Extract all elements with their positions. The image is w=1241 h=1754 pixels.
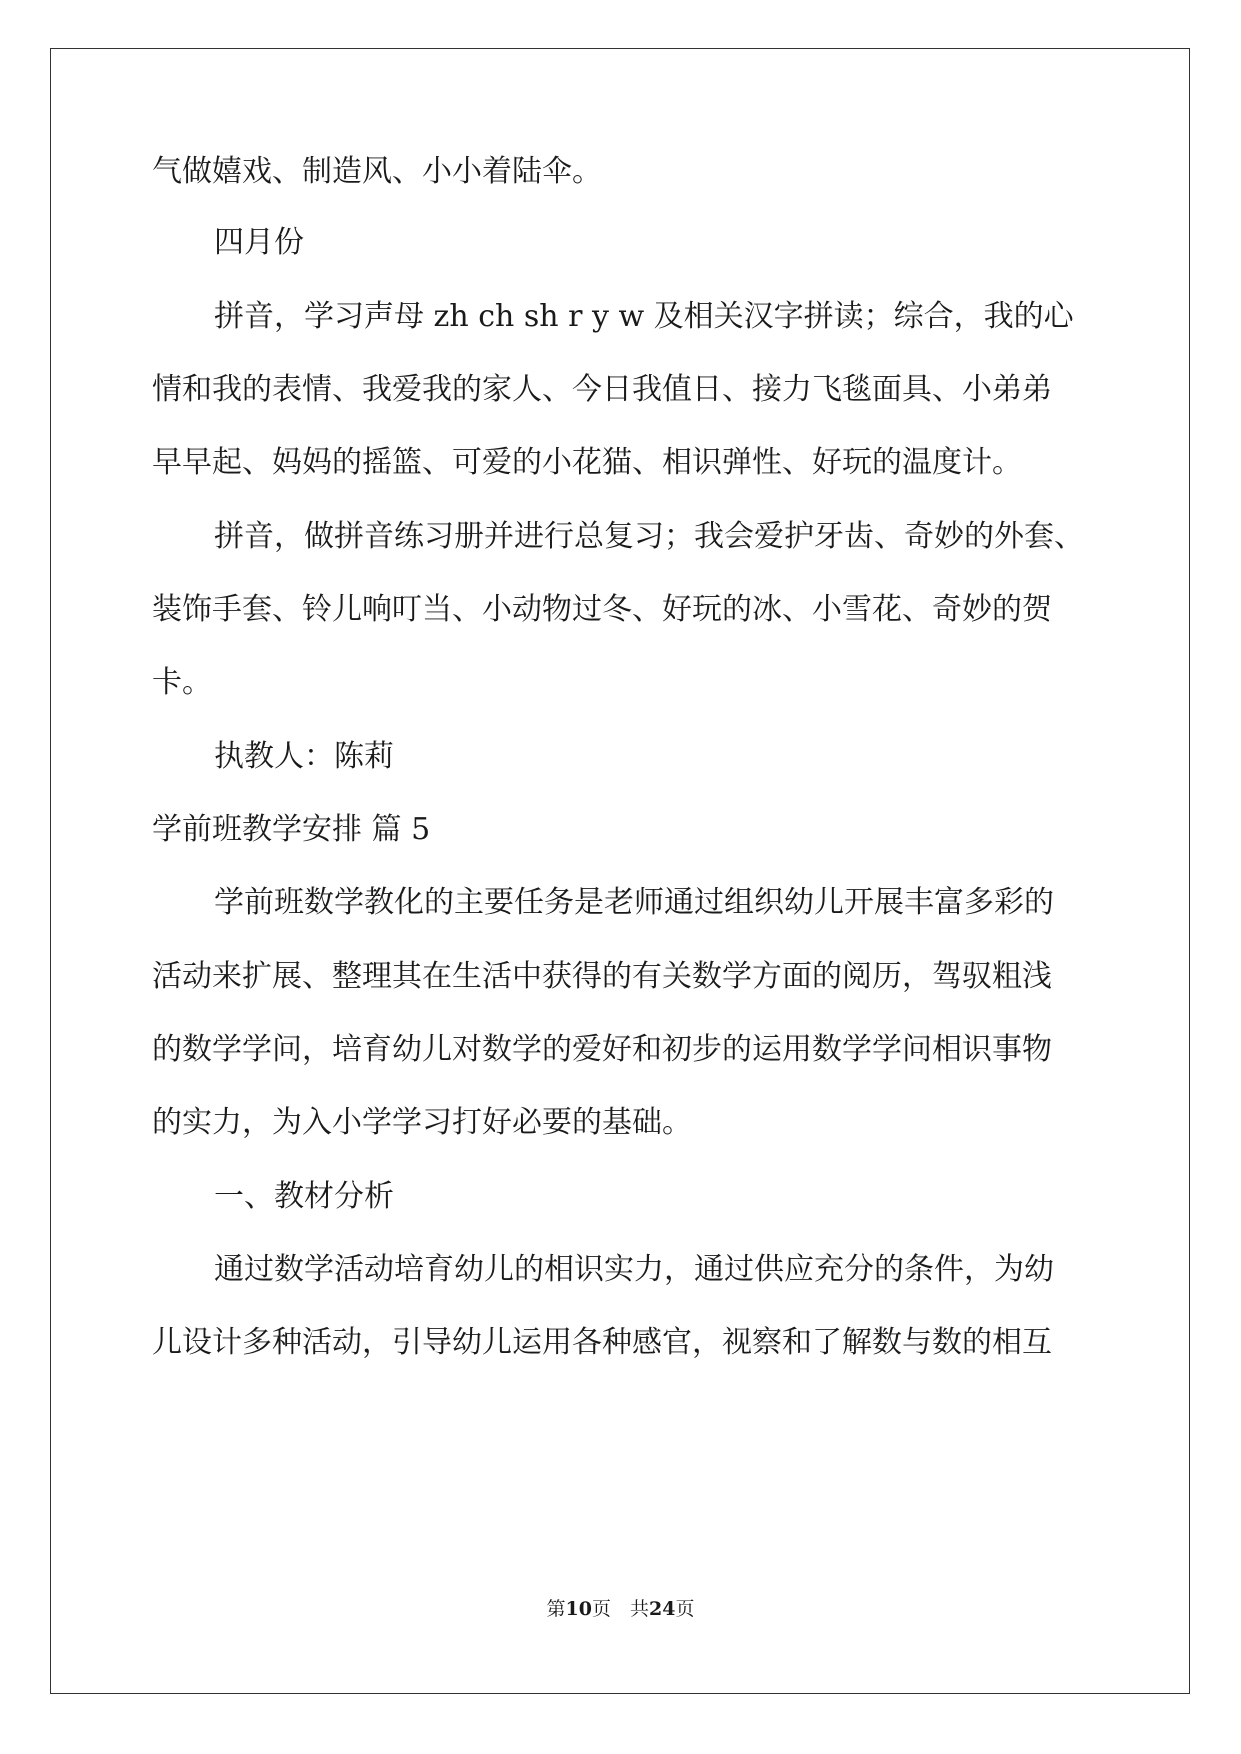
text-line: 气做嬉戏、制造风、小小着陆伞。 xyxy=(152,154,602,189)
text-line: 儿设计多种活动，引导幼儿运用各种感官，视察和了解数与数的相互 xyxy=(152,1325,1052,1360)
text-line: 情和我的表情、我爱我的家人、今日我值日、接力飞毯面具、小弟弟 xyxy=(152,372,1052,407)
text-line: 的数学学问，培育幼儿对数学的爱好和初步的运用数学学问相识事物 xyxy=(152,1032,1052,1067)
text-line: 拼音，学习声母 zh ch sh r y w 及相关汉字拼读；综合，我的心 xyxy=(214,299,1074,334)
section-month-heading: 四月份 xyxy=(214,225,304,260)
subsection-heading: 一、教材分析 xyxy=(214,1179,394,1214)
section-title: 学前班教学安排 篇 5 xyxy=(152,812,431,847)
total-pages-number: 24 xyxy=(649,1598,676,1620)
text-line: 卡。 xyxy=(152,665,212,700)
text-line: 通过数学活动培育幼儿的相识实力，通过供应充分的条件，为幼 xyxy=(214,1252,1054,1287)
footer-prefix: 第 xyxy=(546,1598,566,1620)
text-line: 的实力，为入小学学习打好必要的基础。 xyxy=(152,1105,692,1140)
page-border xyxy=(50,48,1190,1694)
teacher-line: 执教人：陈莉 xyxy=(214,739,394,774)
page-footer xyxy=(0,1597,1241,1621)
text-line: 装饰手套、铃儿响叮当、小动物过冬、好玩的冰、小雪花、奇妙的贺 xyxy=(152,592,1052,627)
current-page-number: 10 xyxy=(565,1598,592,1620)
text-line: 拼音，做拼音练习册并进行总复习；我会爱护牙齿、奇妙的外套、 xyxy=(214,519,1084,554)
text-line: 早早起、妈妈的摇篮、可爱的小花猫、相识弹性、好玩的温度计。 xyxy=(152,445,1022,480)
text-line: 活动来扩展、整理其在生活中获得的有关数学方面的阅历，驾驭粗浅 xyxy=(152,959,1052,994)
text-line: 学前班数学教化的主要任务是老师通过组织幼儿开展丰富多彩的 xyxy=(214,885,1054,920)
footer-middle: 页 共 xyxy=(591,1598,649,1620)
footer-suffix: 页 xyxy=(675,1598,695,1620)
